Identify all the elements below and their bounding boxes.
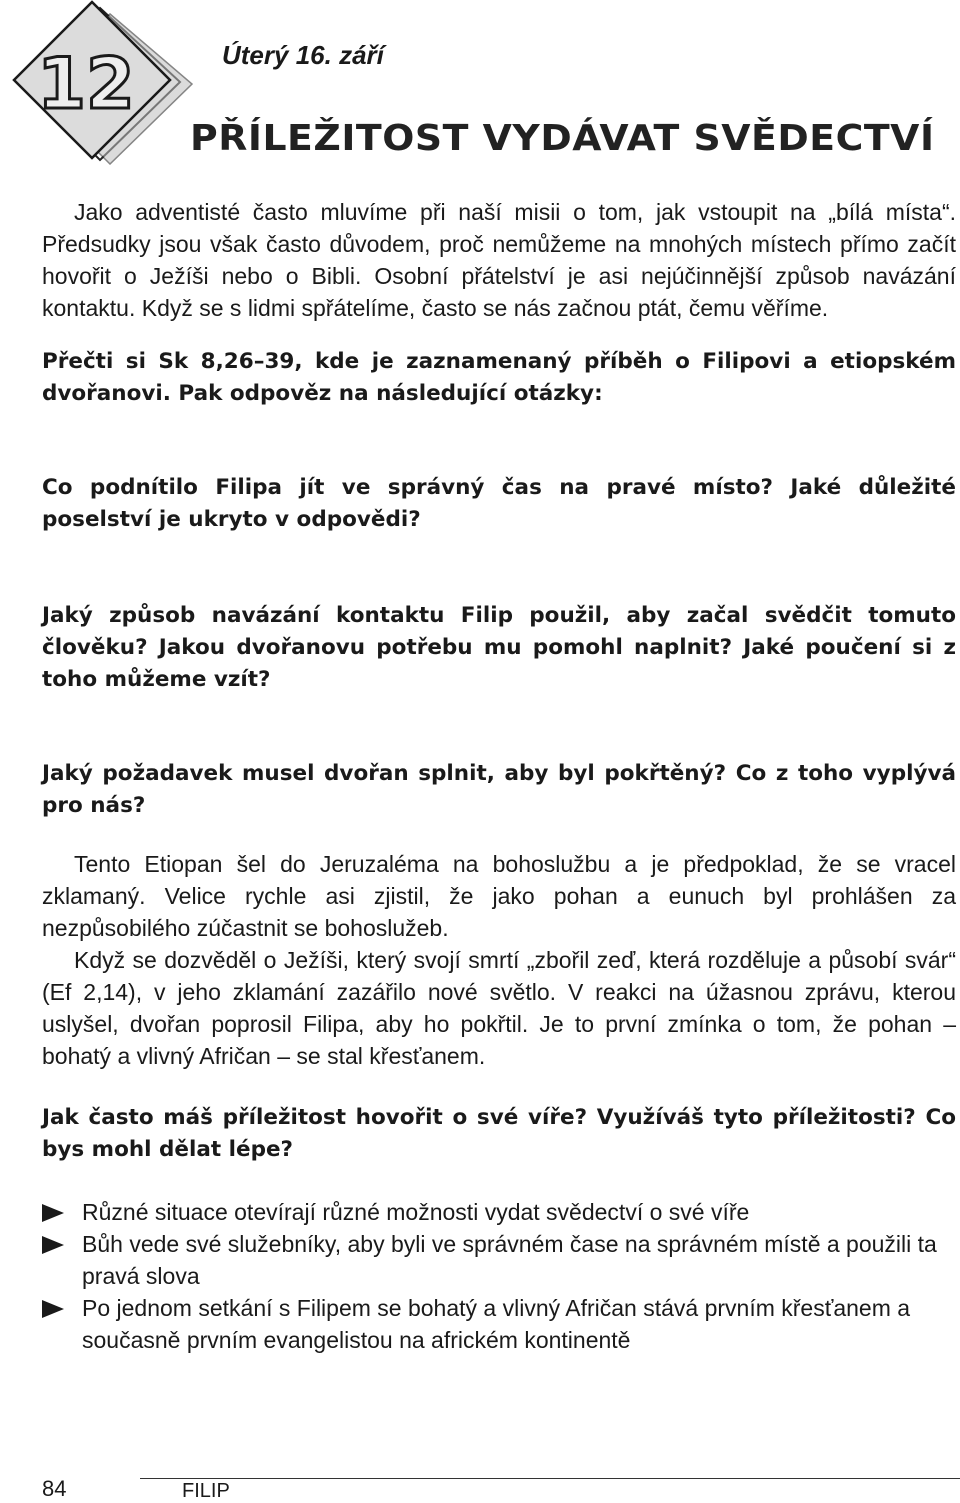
summary-list [42,1196,956,1356]
question-3: Jaký požadavek musel dvořan splnit, aby byl pokřtěný? Co z toho vyplývá pro nás? [42,761,956,818]
lesson-number-badge [0,0,200,165]
question-1: Co podnítilo Filipa jít ve správný čas na pravé místo? Jaké důležité poselství je ukryto v odpovědi? [42,475,956,532]
read-instruction: Přečti si Sk 8,26–39, kde je zaznamenaný příběh o Filipovi a etiopském dvořanovi. Pak odpověz na následující otázky: [42,349,956,406]
arrow-bullet-icon [42,1300,64,1318]
question-2: Jaký způsob navázání kontaktu Filip použil, aby začal svědčit tomuto člověku? Jakou dvořanovu potřebu mu pomohl naplnit? Jaké poučení si z toho můžeme vzít? [42,603,956,692]
page-title: PŘÍLEŽITOST VYDÁVAT SVĚDECTVÍ [190,118,935,159]
footer-divider [140,1478,960,1479]
lesson-date: Úterý 16. září [222,40,384,70]
intro-paragraph: Jako adventisté často mluvíme při naší misii o tom, jak vstoupit na „bílá místa“. Předsudky jsou však často důvodem, proč nemůžeme na mnohých místech přímo začít hovořit o Ježíši nebo o Bibli. Osobní přátelství je asi nejúčinnější způsob navázání kontaktu. Když se s lidmi spřátelíme, často se nás začnou ptát, čemu věříme. [42,199,956,321]
body-paragraph-1: Tento Etiopan šel do Jeruzaléma na bohoslužbu a je předpoklad, že se vracel zklamaný. Velice rychle asi zjistil, že jako pohan a eunuch byl prohlášen za nezpůsobilého zúčastnit se bohoslužeb. [42,851,956,941]
list-item: Různé situace otevírají různé možnosti vydat svědectví o své víře [42,1196,956,1228]
list-item: Bůh vede své služebníky, aby byli ve správném čase na správném místě a použili ta pravá slova [42,1228,956,1292]
footer-label: FILIP [182,1480,230,1502]
lesson-content [42,196,956,1356]
page-number: 84 [42,1476,67,1501]
reflection-question: Jak často máš příležitost hovořit o své víře? Využíváš tyto příležitosti? Co bys mohl dělat lépe? [42,1105,956,1162]
body-paragraph-2: Když se dozvěděl o Ježíši, který svojí smrtí „zbořil zeď, která rozděluje a působí svár“ (Ef 2,14), v jeho zklamání zazářilo nové světlo. V reakci na úžasnou zprávu, kterou uslyšel, dvořan poprosil Filipa, aby ho pokřtil. Je to první zmínka o tom, že pohan – bohatý a vlivný Afričan – se stal křesťanem. [42,947,956,1069]
list-item: Po jednom setkání s Filipem se bohatý a vlivný Afričan stává prvním křesťanem a současně prvním evangelistou na africkém kontinentě [42,1292,956,1356]
arrow-bullet-icon [42,1204,64,1222]
arrow-bullet-icon [42,1236,64,1254]
lesson-number: 12 [37,43,135,125]
